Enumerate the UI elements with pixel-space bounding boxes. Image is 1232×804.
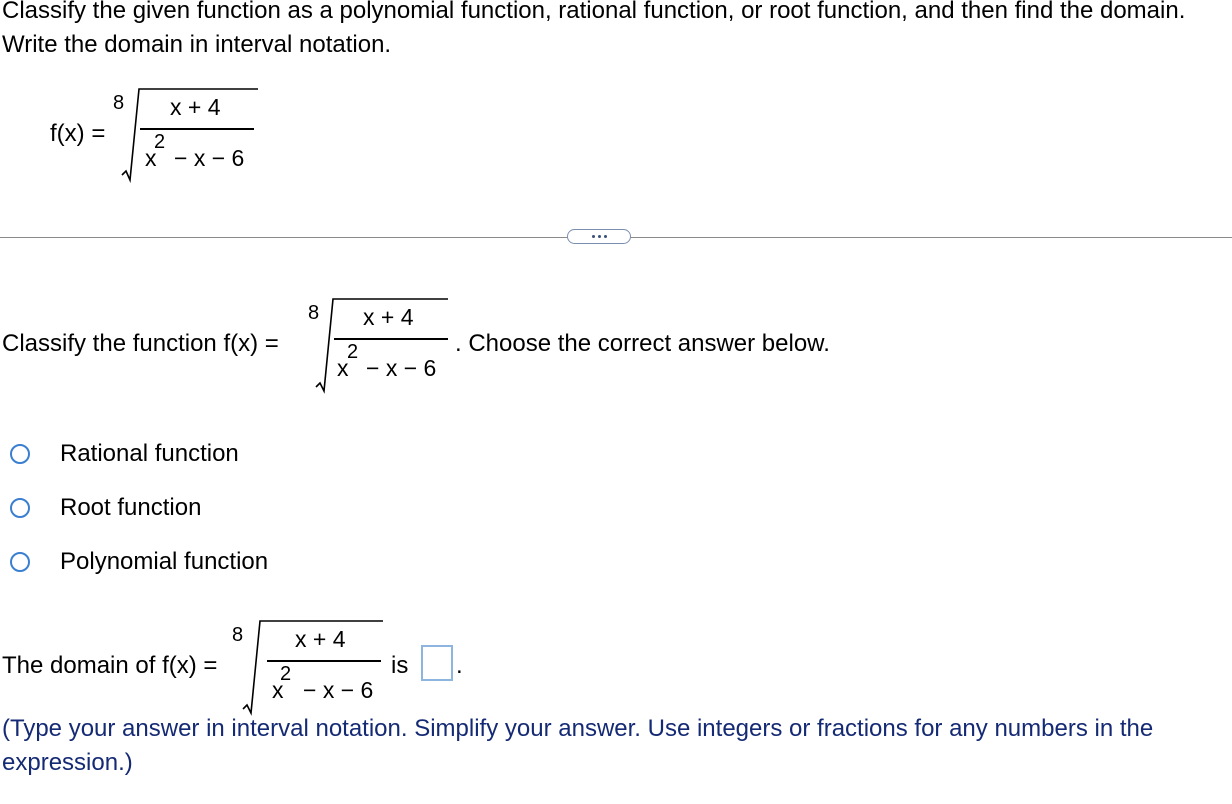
numerator: x + 4 bbox=[295, 626, 346, 652]
question2-is: is bbox=[391, 652, 409, 679]
question2-line bbox=[2, 624, 702, 724]
numerator: x + 4 bbox=[170, 94, 221, 120]
function-display bbox=[50, 92, 310, 192]
option-label: Root function bbox=[60, 494, 202, 521]
radio-button[interactable] bbox=[10, 444, 30, 464]
problem-prompt: Classify the given function as a polynomial function, rational function, or root function, and then find the domain. Write the domain in interval notation. bbox=[2, 0, 1186, 58]
radio-button[interactable] bbox=[10, 552, 30, 572]
option-label: Rational function bbox=[60, 440, 239, 467]
radio-button[interactable] bbox=[10, 498, 30, 518]
radical-sign bbox=[118, 92, 328, 192]
root-index: 8 bbox=[308, 302, 320, 324]
denominator-exponent: 2 bbox=[347, 341, 359, 363]
question1-instruction: . Choose the correct answer below. bbox=[455, 330, 830, 357]
option-polynomial-function[interactable] bbox=[6, 545, 268, 579]
question1-line bbox=[2, 302, 902, 402]
domain-answer-input[interactable] bbox=[421, 645, 453, 681]
function-lhs: f(x) = bbox=[50, 120, 106, 147]
root-index: 8 bbox=[113, 92, 125, 114]
option-label: Polynomial function bbox=[60, 548, 269, 575]
answer-instructions: (Type your answer in interval notation. Simplify your answer. Use integers or fractions for any numbers in the expression.) bbox=[2, 715, 1154, 776]
denominator-base: x bbox=[145, 145, 157, 171]
denominator-exponent: 2 bbox=[154, 131, 166, 153]
denominator-rest: − x − 6 bbox=[303, 677, 374, 703]
denominator-rest: − x − 6 bbox=[366, 355, 437, 381]
more-button[interactable] bbox=[567, 229, 631, 244]
dot-icon bbox=[604, 235, 607, 238]
fraction-bar bbox=[334, 338, 448, 340]
question2-period: . bbox=[456, 652, 463, 679]
fraction-bar bbox=[267, 660, 381, 662]
question1-text: Classify the function f(x) = bbox=[2, 330, 279, 357]
dot-icon bbox=[598, 235, 601, 238]
numerator: x + 4 bbox=[363, 304, 414, 330]
root-index: 8 bbox=[232, 624, 244, 646]
option-rational-function[interactable] bbox=[6, 437, 239, 471]
denominator-base: x bbox=[337, 355, 349, 381]
question2-text: The domain of f(x) = bbox=[2, 652, 218, 679]
denominator-exponent: 2 bbox=[280, 663, 292, 685]
dot-icon bbox=[592, 235, 595, 238]
fraction-bar bbox=[140, 128, 254, 130]
denominator-rest: − x − 6 bbox=[174, 145, 245, 171]
option-root-function[interactable] bbox=[6, 491, 201, 525]
denominator-base: x bbox=[272, 677, 284, 703]
